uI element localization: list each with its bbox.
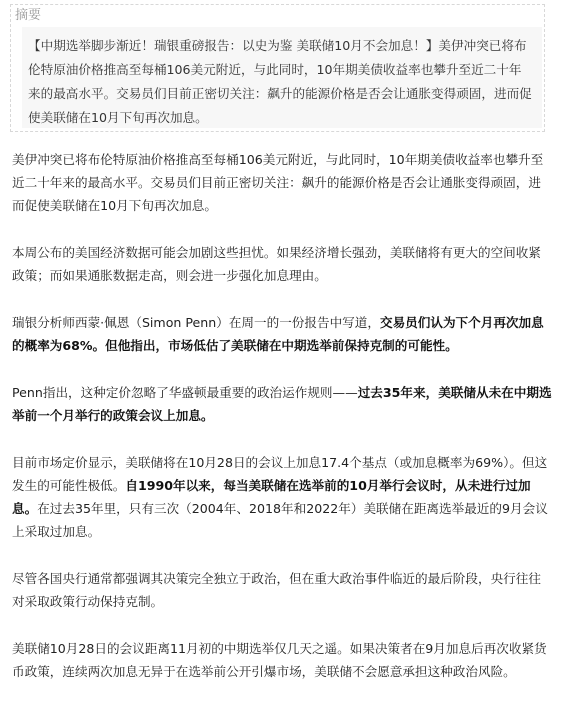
paragraph-7: 美联储10月28日的会议距离11月初的中期选举仅几天之遥。如果决策者在9月加息后再次收紧货币政策，连续两次加息无异于在选举前公开引爆市场，美联储不会愿意承担这种政治风险。 — [12, 641, 547, 679]
paragraph-5 — [12, 451, 552, 543]
paragraph-4 — [12, 381, 552, 427]
paragraph-3-text: 瑞银分析师西蒙·佩恩（Simon Penn）在周一的一份报告中写道， — [12, 315, 380, 330]
paragraph-5-bold: 自1990年以来，每当美联储在选举前的10月举行会议时，从未进行过加息。 — [12, 478, 531, 516]
summary-label: 摘要 — [15, 8, 42, 23]
paragraph-2: 本周公布的美国经济数据可能会加剧这些担忧。如果经济增长强劲，美联储将有更大的空间收紧政策；而如果通胀数据走高，则会进一步强化加息理由。 — [12, 245, 541, 283]
paragraph-5-text-tail: 在过去35年里，只有三次（2004年、2018年和2022年）美联储在距离选举最近的9月会议上采取过加息。 — [12, 501, 548, 539]
paragraph-4-bold: 过去35年来，美联储从未在中期选举前一个月举行的政策会议上加息。 — [12, 385, 552, 423]
paragraph-6: 尽管各国央行通常都强调其决策完全独立于政治，但在重大政治事件临近的最后阶段，央行往往对采取政策行动保持克制。 — [12, 571, 541, 609]
paragraph-4-text: Penn指出，这种定价忽略了华盛顿最重要的政治运作规则—— — [12, 385, 358, 400]
article-body — [12, 148, 552, 707]
paragraph-3-bold: 交易员们认为下个月再次加息的概率为68%。但他指出，市场低估了美联储在中期选举前保持克制的可能性。 — [12, 315, 544, 353]
summary-box — [10, 4, 545, 132]
paragraph-3 — [12, 311, 552, 357]
summary-text: 【中期选举脚步渐近！瑞银重磅报告：以史为鉴 美联储10月不会加息！】美伊冲突已将布伦特原油价格推高至每桶106美元附近，与此同时，10年期美债收益率也攀升至近二十年来的最高水平。交易员们目前正密切关注：飙升的能源价格是否会让通胀变得顽固，进而促使美联储在10月下旬再次加息。 — [22, 27, 542, 128]
paragraph-1: 美伊冲突已将布伦特原油价格推高至每桶106美元附近，与此同时，10年期美债收益率也攀升至近二十年来的最高水平。交易员们目前正密切关注：飙升的能源价格是否会让通胀变得顽固，进而促使美联储在10月下旬再次加息。 — [12, 152, 544, 213]
paragraph-5-text: 目前市场定价显示，美联储将在10月28日的会议上加息17.4个基点（或加息概率为69%）。但这发生的可能性极低。 — [12, 455, 548, 493]
